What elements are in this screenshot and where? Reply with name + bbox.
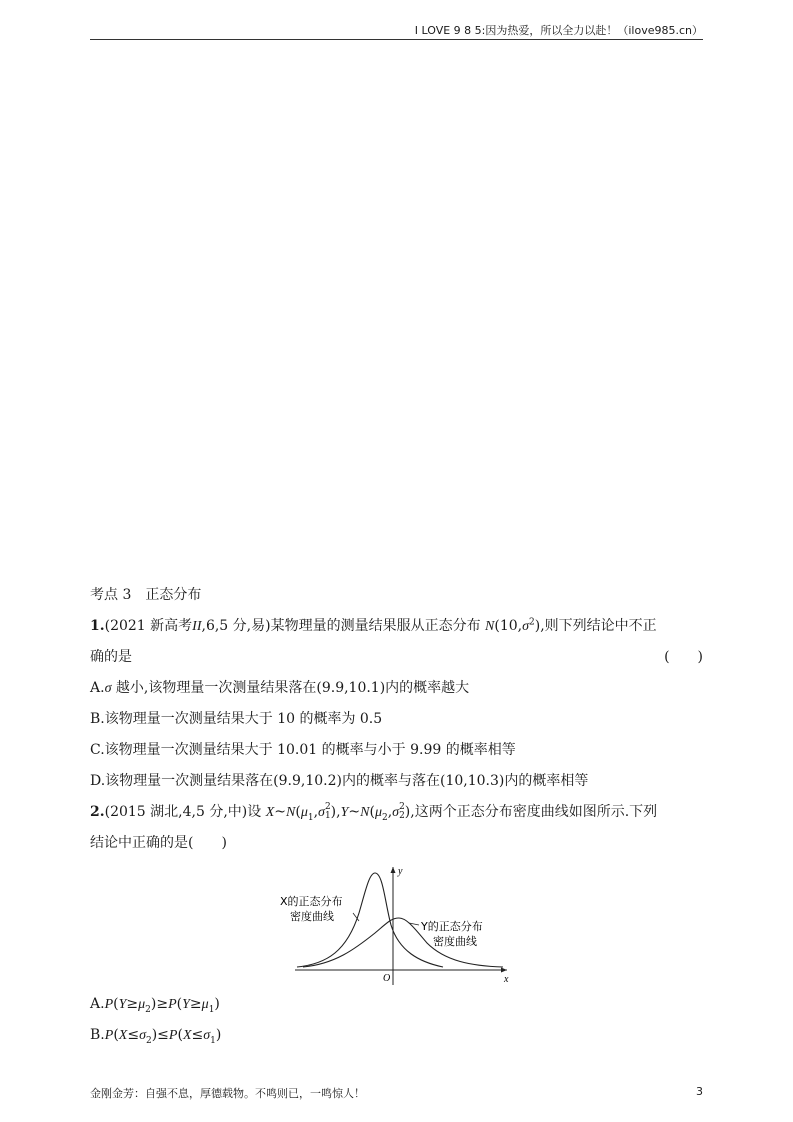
q2-comma-2: , bbox=[336, 804, 341, 820]
q1-stem-b: ,6,5 分,易)某物理量的测量结果服从正态分布 bbox=[201, 618, 486, 634]
q2-b-m2: )≤ bbox=[151, 1027, 169, 1043]
q1-option-a-sigma: σ bbox=[104, 681, 112, 696]
q2-a-sub2: 1 bbox=[208, 1004, 215, 1015]
q1-stem-sigma: σ bbox=[522, 619, 530, 634]
q2-a-P2: P bbox=[168, 997, 177, 1012]
q1-answer-paren: ( ) bbox=[664, 649, 703, 665]
q1-option-c: C.该物理量一次测量结果大于 10.01 的概率与小于 9.99 的概率相等 bbox=[90, 742, 516, 758]
q2-b-m1: ( bbox=[113, 1027, 119, 1043]
y-axis-label: y bbox=[398, 866, 403, 877]
q2-a-ge1: ≥ bbox=[126, 996, 139, 1012]
footer-motto: 金刚金芳：自强不息，厚德载物。不鸣则已，一鸣惊人！ bbox=[90, 1087, 365, 1100]
q2-b-sub1: 2 bbox=[145, 1035, 152, 1046]
q1-stem-line2-text: 确的是 bbox=[90, 649, 132, 665]
q2-sigma-sub-2: 2 bbox=[399, 811, 405, 821]
q2-sigma-sup-2: 2 bbox=[399, 802, 405, 812]
q2-b-le2: ≤ bbox=[191, 1027, 204, 1043]
q1-option-a bbox=[90, 673, 703, 704]
q2-comma-1: , bbox=[313, 804, 319, 820]
q2-mu-sub-1: 1 bbox=[307, 812, 314, 823]
q2-close-1: ) bbox=[330, 804, 337, 820]
q2-a-mu1: μ bbox=[138, 997, 146, 1012]
q1-stem-line1 bbox=[90, 611, 703, 642]
q2-a-end: ) bbox=[214, 996, 220, 1012]
q1-stem-N: N bbox=[485, 619, 495, 634]
q1-stem-line2 bbox=[90, 642, 703, 673]
q2-N-2: N bbox=[360, 805, 370, 820]
q2-stem-line1 bbox=[90, 797, 703, 828]
q2-a-Y2: Y bbox=[182, 997, 190, 1012]
q2-mu-1: μ bbox=[300, 805, 308, 820]
q2-open-1: ( bbox=[295, 804, 301, 820]
q2-a-Y1: Y bbox=[118, 997, 127, 1012]
q2-b-m3: ( bbox=[177, 1027, 183, 1043]
q1-stem-exp: 2 bbox=[529, 617, 535, 628]
q2-mu-2: μ bbox=[374, 805, 382, 820]
q2-a-m1: ( bbox=[113, 996, 119, 1012]
q1-stem-c: (10, bbox=[494, 618, 523, 634]
q2-open-2: ( bbox=[369, 804, 375, 820]
normal-distribution-figure bbox=[90, 859, 703, 989]
q2-tilde-2: ~ bbox=[348, 804, 361, 820]
x-curve-label-2: 密度曲线 bbox=[290, 910, 334, 923]
q2-a-m2: )≥ bbox=[150, 996, 169, 1012]
q2-b-s1: σ bbox=[139, 1028, 146, 1043]
q2-a-mu2: μ bbox=[201, 997, 209, 1012]
q2-a-sub1: 2 bbox=[145, 1004, 151, 1015]
q2-option-a bbox=[90, 989, 703, 1020]
q2-Y: Y bbox=[340, 805, 349, 820]
x-curve-label-1: X的正态分布 bbox=[280, 895, 343, 908]
q2-sigma-sub-1: 1 bbox=[324, 811, 331, 821]
q1-stem-d: ),则下列结论中不正 bbox=[534, 618, 657, 634]
q2-a-m3: ( bbox=[176, 996, 183, 1012]
q2-N-1: N bbox=[286, 805, 296, 820]
page-content bbox=[90, 580, 703, 1051]
q2-stem-b: ,这两个正态分布密度曲线如图所示.下列 bbox=[410, 804, 658, 820]
q2-number: 2. bbox=[90, 804, 105, 820]
q2-b-le1: ≤ bbox=[127, 1027, 140, 1043]
q2-b-X1: X bbox=[118, 1028, 128, 1043]
q2-option-b bbox=[90, 1020, 703, 1051]
q2-tilde-1: ~ bbox=[274, 804, 286, 820]
q1-option-b: B.该物理量一次测量结果大于 10 的概率为 0.5 bbox=[90, 711, 383, 727]
q2-a-P1: P bbox=[104, 997, 114, 1012]
q1-option-a-post: 越小,该物理量一次测量结果落在(9.9,10.1)内的概率越大 bbox=[111, 680, 470, 696]
q2-b-P1: P bbox=[104, 1028, 114, 1043]
y-curve-label-1: Y的正态分布 bbox=[421, 920, 483, 933]
q2-sigma-sup-1: 2 bbox=[324, 802, 331, 812]
y-axis-arrow bbox=[391, 867, 396, 873]
q2-X: X bbox=[265, 805, 275, 820]
q2-sigma-1: σ bbox=[318, 805, 325, 820]
q2-b-end: ) bbox=[215, 1027, 222, 1043]
q2-stem-a: (2015 湖北,4,5 分,中)设 bbox=[104, 804, 266, 820]
q2-b-sub2: 1 bbox=[210, 1035, 216, 1046]
q1-stem-a: (2021 新高考 bbox=[104, 618, 193, 634]
density-curves-svg bbox=[275, 863, 515, 989]
x-axis-arrow bbox=[501, 968, 507, 973]
q2-b-P2: P bbox=[168, 1028, 178, 1043]
q1-stem-ii: II bbox=[192, 619, 202, 634]
q2-b-pre: B. bbox=[90, 1027, 105, 1043]
section-title: 考点 3 正态分布 bbox=[90, 587, 202, 603]
q2-mu-sub-2: 2 bbox=[381, 812, 388, 823]
q2-stem-line2: 结论中正确的是( ) bbox=[90, 835, 227, 851]
page-footer bbox=[90, 1085, 703, 1101]
q2-b-X2: X bbox=[182, 1028, 192, 1043]
page-header bbox=[90, 22, 703, 40]
y-curve-label-2: 密度曲线 bbox=[433, 935, 477, 948]
header-text: I LOVE 9 8 5:因为热爱，所以全力以赴！（ilove985.cn） bbox=[414, 24, 703, 37]
x-axis-label: x bbox=[504, 974, 509, 985]
q1-option-d: D.该物理量一次测量结果落在(9.9,10.2)内的概率与落在(10,10.3)内的概率相等 bbox=[90, 773, 589, 789]
q2-b-s2: σ bbox=[203, 1028, 211, 1043]
page-number: 3 bbox=[696, 1085, 703, 1098]
q1-option-a-pre: A. bbox=[90, 680, 105, 696]
origin-label: O bbox=[383, 973, 391, 984]
q2-close-2: ) bbox=[404, 804, 411, 820]
q2-a-ge2: ≥ bbox=[189, 996, 202, 1012]
q2-comma-3: , bbox=[387, 804, 393, 820]
q2-a-pre: A. bbox=[90, 996, 105, 1012]
q2-sigma-2: σ bbox=[392, 805, 400, 820]
q1-number: 1. bbox=[90, 618, 105, 634]
